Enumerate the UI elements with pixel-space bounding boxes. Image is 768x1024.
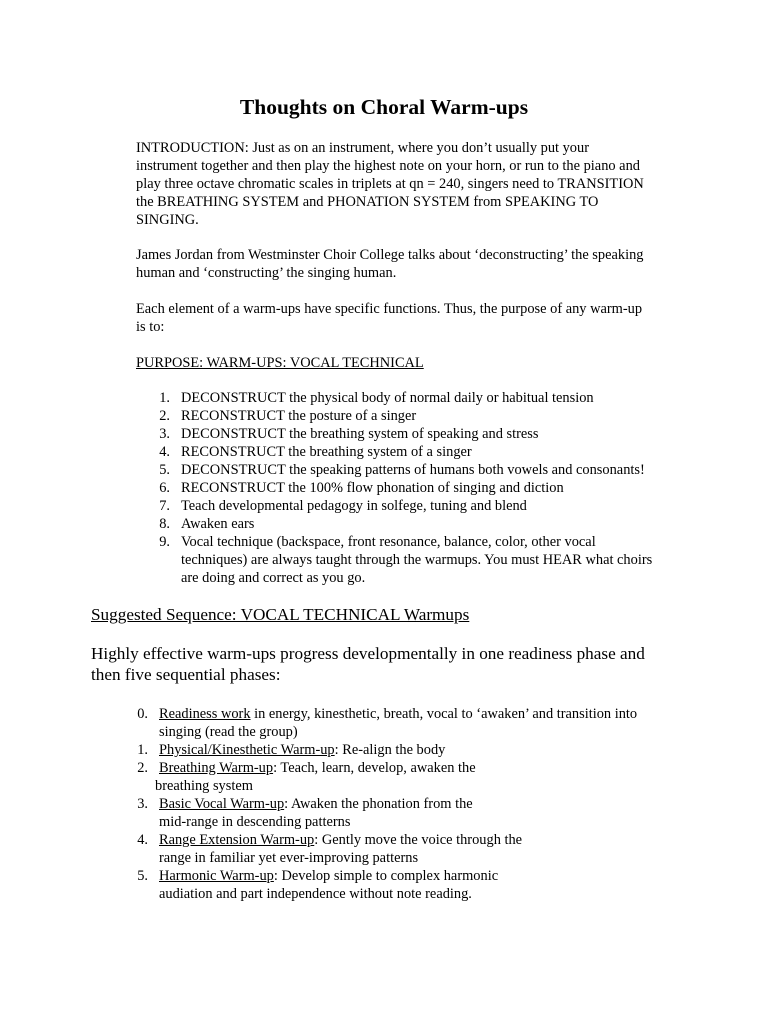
list-item-text: DECONSTRUCT the breathing system of speaking and stress — [181, 426, 539, 442]
purpose-list-item — [150, 479, 690, 497]
list-item-text: DECONSTRUCT the speaking patterns of humans both vowels and consonants! — [181, 462, 645, 478]
purpose-list-item — [150, 461, 690, 479]
phase-description: : Awaken the phonation from the — [284, 796, 473, 812]
page-title: Thoughts on Choral Warm-ups — [239, 95, 529, 119]
purpose-list-item — [150, 533, 690, 587]
list-number: 3. — [159, 426, 170, 442]
phase-term: Harmonic Warm-up — [159, 868, 274, 884]
text-line: human and ‘constructing’ the singing human. — [136, 265, 397, 281]
list-number: 2. — [159, 408, 170, 424]
phase-description: in energy, kinesthetic, breath, vocal to ‘awaken’ and transition into — [250, 706, 638, 722]
phase-continuation: breathing system — [155, 778, 253, 794]
purpose-list-item — [150, 407, 690, 425]
list-number: 4. — [159, 444, 170, 460]
effective-paragraph — [91, 643, 681, 685]
jordan-paragraph — [136, 246, 681, 282]
phase-continuation: audiation and part independence without note reading. — [159, 886, 472, 902]
list-item-text: are doing and correct as you go. — [181, 570, 366, 586]
list-number: 1. — [159, 390, 170, 406]
list-number: 6. — [159, 480, 170, 496]
phase-first-line — [159, 759, 678, 777]
phase-continuation: mid-range in descending patterns — [159, 814, 351, 830]
phase-list-item — [128, 705, 678, 741]
purpose-list-item — [150, 425, 690, 443]
purpose-list-item — [150, 443, 690, 461]
list-number: 4. — [137, 832, 148, 848]
phase-term: Range Extension Warm-up — [159, 832, 315, 848]
phase-term: Basic Vocal Warm-up — [159, 796, 285, 812]
phase-continuation: range in familiar yet ever-improving patterns — [159, 850, 419, 866]
purpose-list — [150, 389, 690, 587]
list-item-text: Teach developmental pedagogy in solfege, tuning and blend — [181, 498, 527, 514]
list-item-text: DECONSTRUCT the physical body of normal daily or habitual tension — [181, 390, 594, 406]
phase-first-line — [159, 795, 678, 813]
list-number: 5. — [137, 868, 148, 884]
phase-description: : Develop simple to complex harmonic — [273, 868, 499, 884]
text-line: the BREATHING SYSTEM and PHONATION SYSTEM from SPEAKING TO — [136, 194, 599, 210]
phase-description: : Teach, learn, develop, awaken the — [273, 760, 476, 776]
purpose-list-item — [150, 515, 690, 533]
phase-first-line — [159, 741, 678, 759]
sequence-heading: Suggested Sequence: VOCAL TECHNICAL Warmups — [91, 605, 470, 624]
purpose-list-item — [150, 389, 690, 407]
text-line: Each element of a warm-ups have specific functions. Thus, the purpose of any warm-up — [136, 301, 643, 317]
list-number: 5. — [159, 462, 170, 478]
phase-list-item — [128, 759, 678, 795]
list-number: 2. — [137, 760, 148, 776]
phase-first-line — [159, 705, 678, 723]
phase-term: Readiness work — [159, 706, 251, 722]
phase-first-line — [159, 867, 678, 885]
list-item-text: Awaken ears — [181, 516, 255, 532]
phase-list — [128, 705, 678, 903]
text-line: then five sequential phases: — [91, 665, 281, 684]
text-line: is to: — [136, 319, 165, 335]
phase-list-item — [128, 867, 678, 903]
list-item-text: Vocal technique (backspace, front resonance, balance, color, other vocal — [181, 534, 596, 550]
purpose-heading: PURPOSE: WARM-UPS: VOCAL TECHNICAL — [136, 355, 424, 371]
phase-term: Physical/Kinesthetic Warm-up — [159, 742, 335, 758]
text-line: James Jordan from Westminster Choir College talks about ‘deconstructing’ the speaking — [136, 247, 644, 263]
purpose-list-item — [150, 497, 690, 515]
phase-list-item — [128, 831, 678, 867]
list-item-text: RECONSTRUCT the posture of a singer — [181, 408, 417, 424]
list-number: 3. — [137, 796, 148, 812]
phase-list-item — [128, 741, 678, 759]
phase-first-line — [159, 831, 678, 849]
text-line: play three octave chromatic scales in triplets at qn = 240, singers need to TRANSITION — [136, 176, 644, 192]
list-number: 9. — [159, 534, 170, 550]
text-line: INTRODUCTION: Just as on an instrument, where you don’t usually put your — [136, 140, 589, 156]
list-number: 8. — [159, 516, 170, 532]
phase-description: : Re-align the body — [334, 742, 446, 758]
text-line: SINGING. — [136, 212, 199, 228]
phase-continuation: singing (read the group) — [159, 724, 298, 740]
list-number: 0. — [137, 706, 148, 722]
text-line: Highly effective warm-ups progress developmentally in one readiness phase and — [91, 644, 645, 663]
introduction-paragraph — [136, 139, 681, 229]
functions-paragraph — [136, 300, 681, 336]
list-number: 7. — [159, 498, 170, 514]
list-item-text: RECONSTRUCT the 100% flow phonation of singing and diction — [181, 480, 564, 496]
phase-term: Breathing Warm-up — [159, 760, 274, 776]
phase-list-item — [128, 795, 678, 831]
list-number: 1. — [137, 742, 148, 758]
phase-description: : Gently move the voice through the — [314, 832, 523, 848]
text-line: instrument together and then play the highest note on your horn, or run to the piano and — [136, 158, 640, 174]
list-item-text: RECONSTRUCT the breathing system of a singer — [181, 444, 472, 460]
list-item-text: techniques) are always taught through the warmups. You must HEAR what choirs — [181, 552, 653, 568]
